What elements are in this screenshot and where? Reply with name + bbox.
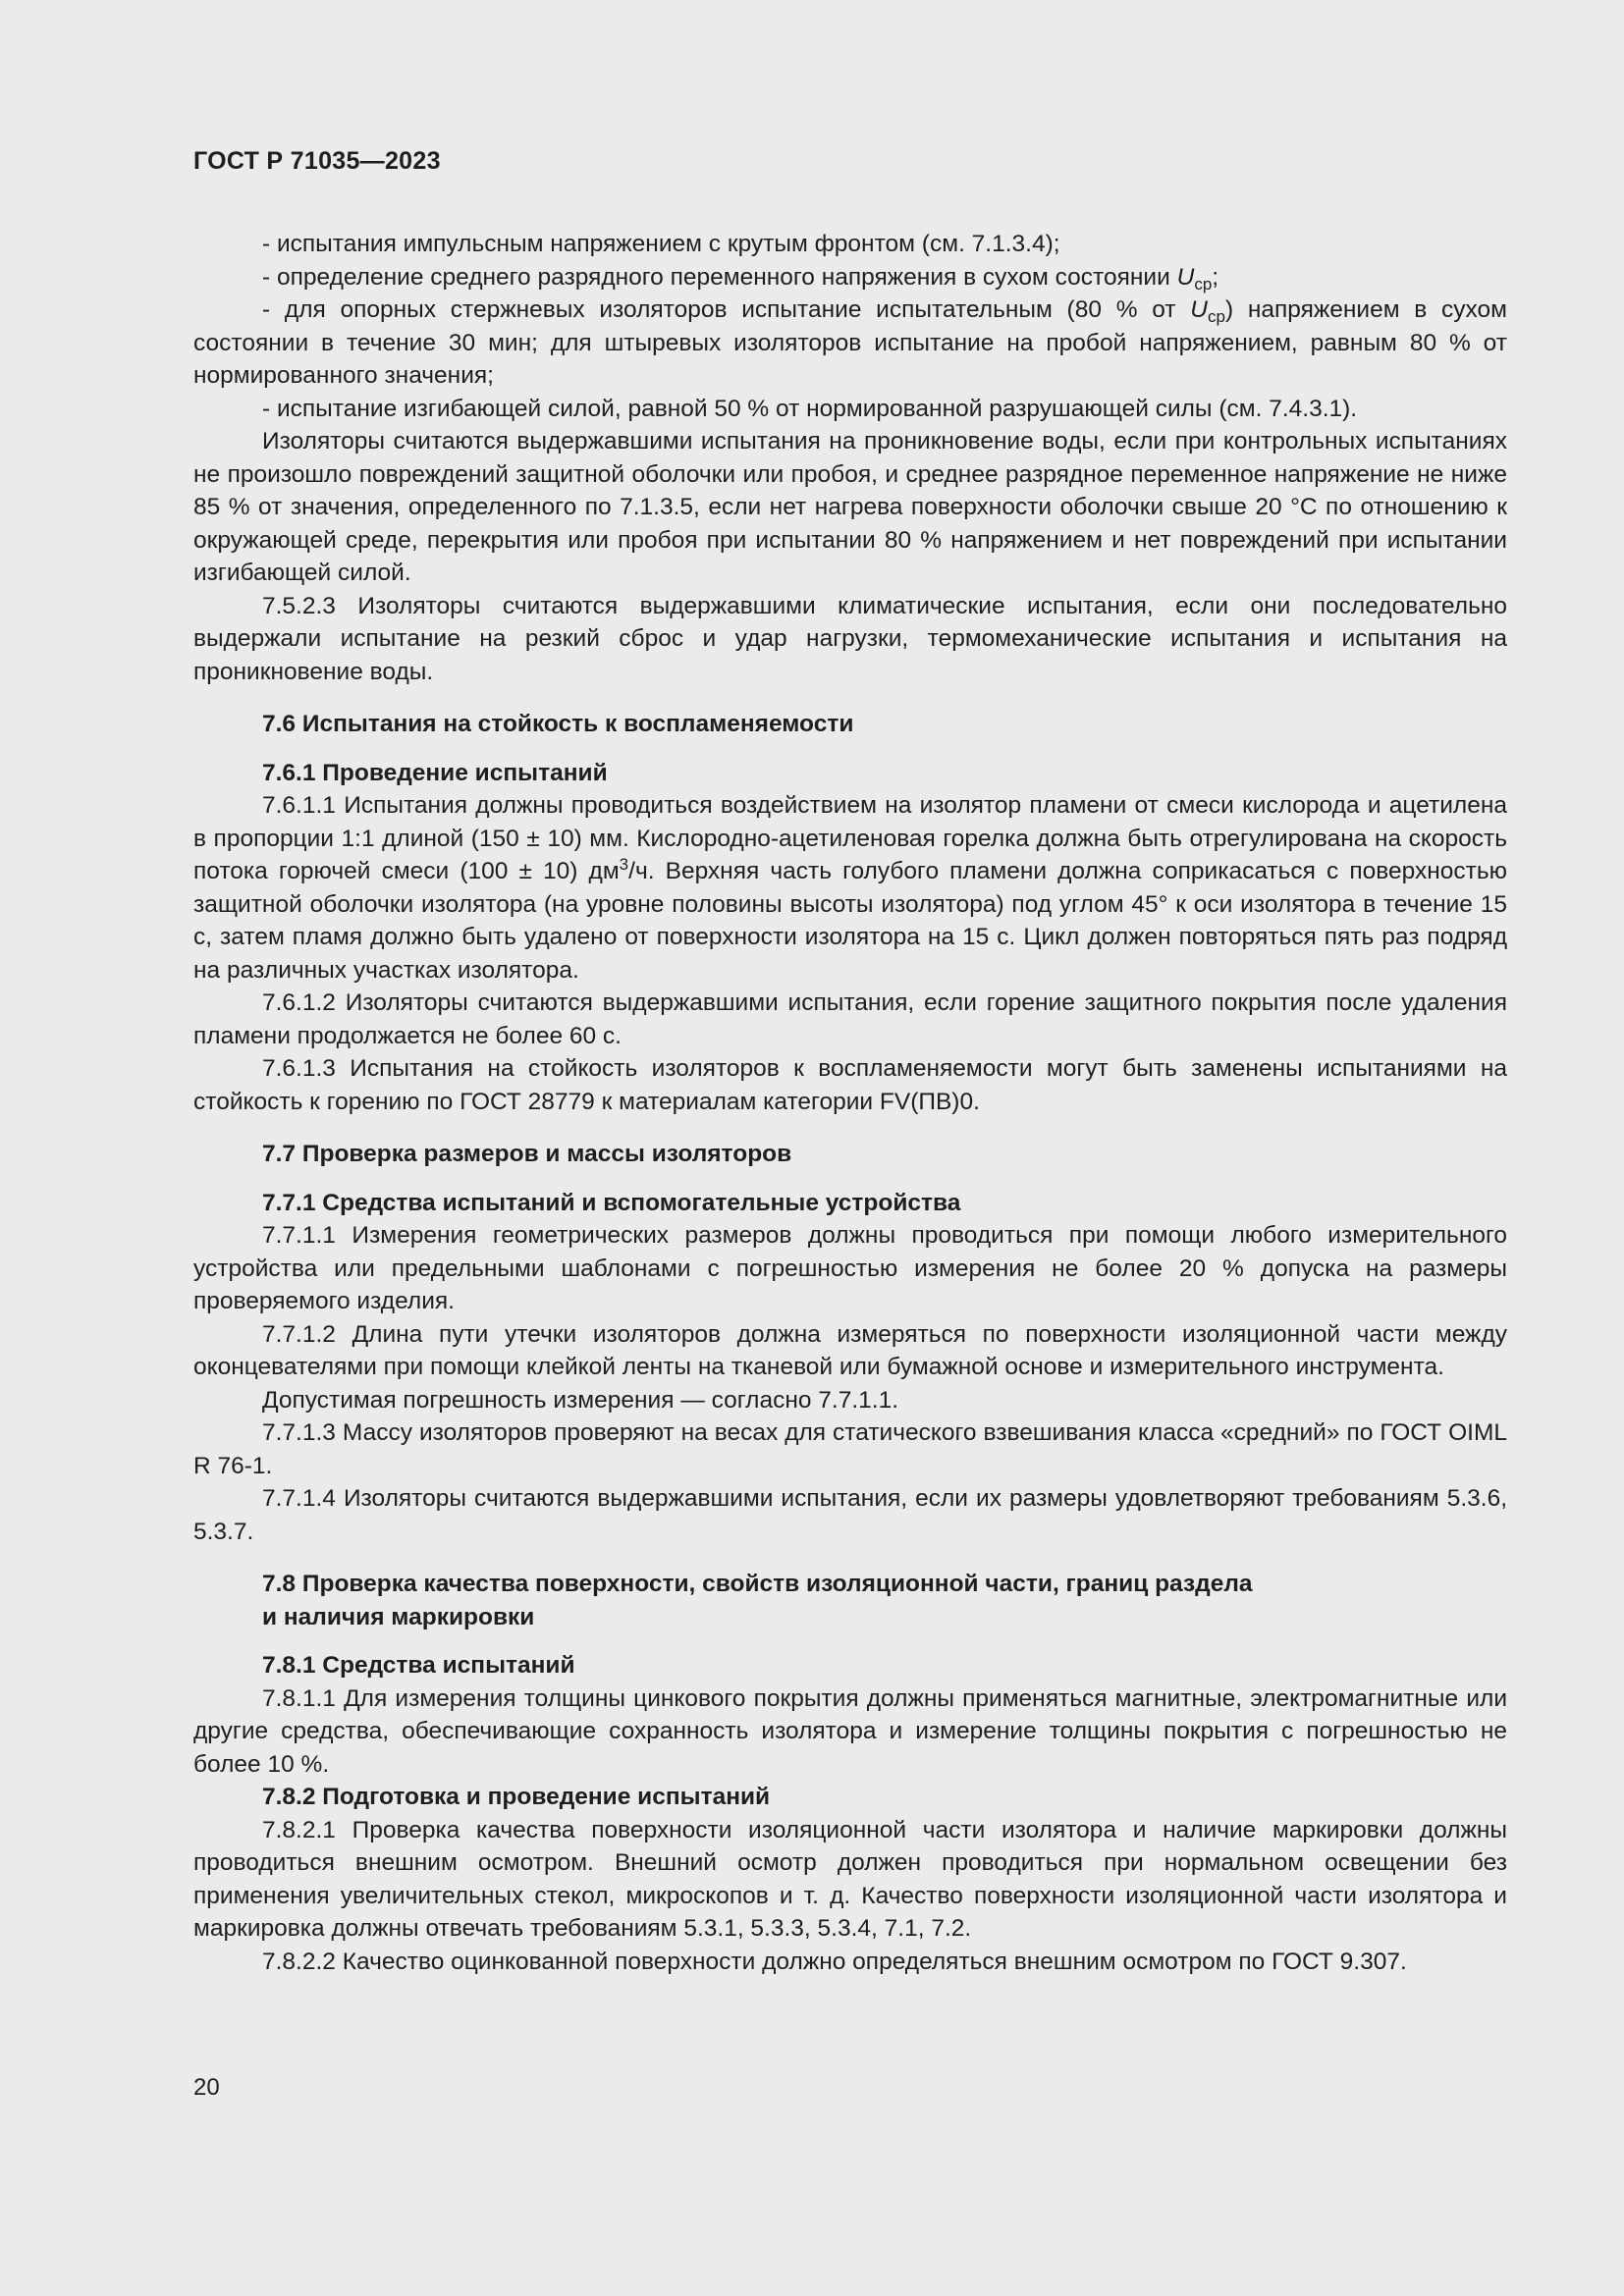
paragraph: 7.8.2.2 Качество оцинкованной поверхности должно определяться внешним осмотром по ГОСТ 9.307. — [262, 1948, 1407, 1975]
subsection-heading: 7.8.1 Средства испытаний — [262, 1652, 575, 1679]
paragraph: Допустимая погрешность измерения — согласно 7.7.1.1. — [262, 1386, 899, 1414]
paragraph: 7.5.2.3 Изоляторы считаются выдержавшими климатические испытания, если они последовательно выдержали испытание на резкий сброс и удар нагрузки, термомеханические испытания и испытания на проникновение воды. — [193, 592, 1507, 685]
document-header: ГОСТ Р 71035—2023 — [193, 147, 441, 175]
subsection-heading: 7.8.2 Подготовка и проведение испытаний — [262, 1784, 771, 1810]
list-item: - испытание изгибающей силой, равной 50 % от нормированной разрушающей силы (см. 7.4.3.1). — [262, 395, 1358, 422]
section-heading: 7.6 Испытания на стойкость к воспламеняемости — [262, 711, 854, 737]
list-item: - определение среднего разрядного переменного напряжения в сухом состоянии $U_{ср}$; — [262, 263, 1219, 294]
list-item: - для опорных стержневых изоляторов испытание испытательным (80 % от $U_{ср}$) напряжением в сухом состоянии в течение 30 мин; для штыревых изоляторов испытание на пробой напряжением, равным 80 % от нормированного значения; — [193, 296, 1507, 389]
section-heading: 7.7 Проверка размеров и массы изоляторов — [262, 1141, 792, 1167]
section-heading: 7.8 Проверка качества поверхности, свойств изоляционной части, границ раздела — [262, 1571, 1253, 1597]
paragraph: 7.7.1.1 Измерения геометрических размеров должны проводиться при помощи любого измерительного устройства или предельными шаблонами с погрешностью измерения не более 20 % допуска на размеры проверяемого изделия. — [193, 1222, 1507, 1314]
paragraph: 7.6.1.3 Испытания на стойкость изоляторов к воспламеняемости могут быть заменены испытаниями на стойкость к горению по ГОСТ 28779 к материалам категории FV(ПВ)0. — [193, 1055, 1507, 1115]
paragraph: 7.7.1.4 Изоляторы считаются выдержавшими испытания, если их размеры удовлетворяют требованиям 5.3.6, 5.3.7. — [193, 1485, 1507, 1545]
page-number: 20 — [193, 2074, 220, 2101]
paragraph: 7.8.1.1 Для измерения толщины цинкового покрытия должны применяться магнитные, электромагнитные или другие средства, обеспечивающие сохранность изолятора и измерение толщины покрытия с погрешностью не более 10 %. — [193, 1684, 1507, 1778]
paragraph: 7.8.2.1 Проверка качества поверхности изоляционной части изолятора и наличие маркировки должны проводиться внешним осмотром. Внешний осмотр должен проводиться при нормальном освещении без применения увеличительных стекол, микроскопов и т. д. Качество поверхности изоляционной части изолятора и маркировка должны отвечать требованиям 5.3.1, 5.3.3, 5.3.4, 7.1, 7.2. — [193, 1816, 1507, 1942]
paragraph: Изоляторы считаются выдержавшими испытания на проникновение воды, если при контрольных испытаниях не произошло повреждений защитной оболочки или пробоя, и среднее разрядное переменное напряжение не ниже 85 % от значения, определенного по 7.1.3.5, если нет нагрева поверхности оболочки свыше 20 °С по отношению к окружающей среде, перекрытия или пробоя при испытании 80 % напряжением и нет повреждений при испытании изгибающей силой. — [193, 428, 1507, 586]
subsection-heading: 7.6.1 Проведение испытаний — [262, 759, 608, 786]
paragraph: 7.7.1.2 Длина пути утечки изоляторов должна измеряться по поверхности изоляционной части между оконцевателями при помощи клейкой ленты на тканевой или бумажной основе и измерительного инструмента. — [193, 1320, 1507, 1380]
subsection-heading: 7.7.1 Средства испытаний и вспомогательные устройства — [262, 1189, 961, 1216]
paragraph: 7.7.1.3 Массу изоляторов проверяют на весах для статического взвешивания класса «средний» по ГОСТ OIML R 76-1. — [193, 1419, 1507, 1479]
paragraph: 7.6.1.1 Испытания должны проводиться воздействием на изолятор пламени от смеси кислорода и ацетилена в пропорции 1:1 длиной (150 ± 10) мм. Кислородно-ацетиленовая горелка должна быть отрегулирована на скорость потока горючей смеси (100 ± 10) $дм^3/ч$. Верхняя часть голубого пламени должна соприкасаться с поверхностью защитной оболочки изолятора (на уровне половины высоты изолятора) под углом 45° к оси изолятора в течение 15 с, затем пламя должно быть удалено от поверхности изолятора на 15 с. Цикл должен повторяться пять раз подряд на различных участках изолятора. — [193, 792, 1507, 984]
list-item: - испытания импульсным напряжением с крутым фронтом (см. 7.1.3.4); — [262, 231, 1060, 257]
section-heading-cont: и наличия маркировки — [262, 1603, 535, 1630]
page-body — [193, 228, 1507, 1978]
paragraph: 7.6.1.2 Изоляторы считаются выдержавшими испытания, если горение защитного покрытия после удаления пламени продолжается не более 60 с. — [193, 989, 1507, 1049]
